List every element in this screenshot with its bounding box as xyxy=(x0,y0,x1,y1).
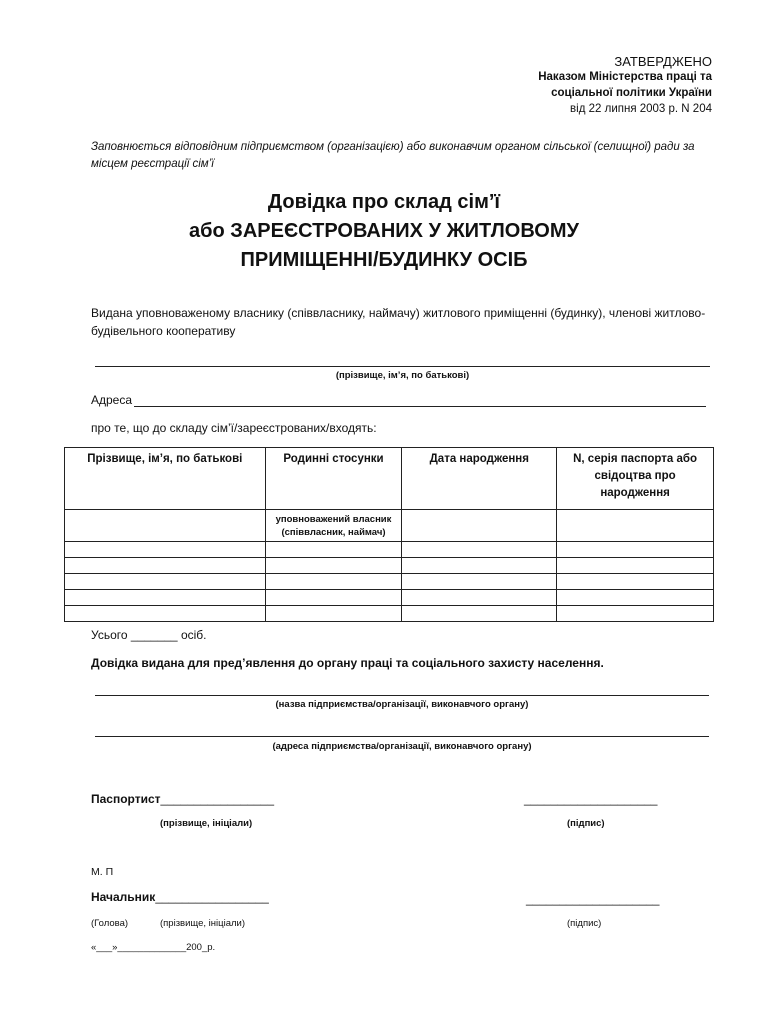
cell-relation[interactable] xyxy=(265,558,402,574)
table-row xyxy=(65,606,714,622)
cell-birthdate[interactable] xyxy=(402,574,557,590)
family-table xyxy=(64,447,714,622)
cell-relation-owner: уповноважений власник (співвласник, наймач) xyxy=(265,510,402,542)
cell-document[interactable] xyxy=(557,510,714,542)
col-header-name: Прізвище, ім’я, по батькові xyxy=(65,448,266,510)
approval-line-1: Наказом Міністерства праці та xyxy=(538,71,712,83)
approval-block xyxy=(538,54,712,117)
cell-name[interactable] xyxy=(65,558,266,574)
name-field[interactable] xyxy=(95,366,710,367)
issued-to-text: Видана уповноваженому власнику (співвласнику, наймачу) житлового приміщенні (будинку), членові житлово-будівельного кооперативу xyxy=(91,306,706,338)
total-line xyxy=(91,628,207,642)
passport-officer-line xyxy=(91,792,274,806)
cell-name[interactable] xyxy=(65,590,266,606)
chief-line xyxy=(91,890,269,904)
cell-relation[interactable] xyxy=(265,542,402,558)
table-row xyxy=(65,542,714,558)
approval-line-2: соціальної політики України xyxy=(551,87,712,99)
passport-officer-name-field[interactable]: _________________ xyxy=(160,792,274,806)
cell-relation[interactable] xyxy=(265,590,402,606)
total-prefix: Усього xyxy=(91,628,128,642)
cell-birthdate[interactable] xyxy=(402,542,557,558)
cell-birthdate[interactable] xyxy=(402,558,557,574)
table-row xyxy=(65,574,714,590)
org-name-caption: (назва підприємства/організації, виконавчого органу) xyxy=(275,699,529,710)
date-field[interactable]: «___»_____________200_р. xyxy=(91,942,216,953)
title-line-2: або ЗАРЕЄСТРОВАНИХ У ЖИТЛОВОМУ xyxy=(189,220,579,242)
col-header-birthdate: Дата народження xyxy=(402,448,557,510)
document-title xyxy=(60,188,708,275)
cell-document[interactable] xyxy=(557,574,714,590)
name-caption: (прізвище, ім’я, по батькові) xyxy=(335,370,470,381)
total-count-field[interactable]: _______ xyxy=(130,628,178,642)
passport-officer-caption: (прізвище, ініціали) xyxy=(160,818,253,829)
org-name-field[interactable] xyxy=(95,695,709,696)
approval-line-3: від 22 липня 2003 р. N 204 xyxy=(570,103,712,115)
cell-document[interactable] xyxy=(557,590,714,606)
address-field[interactable] xyxy=(134,406,706,407)
stamp-mark: М. П xyxy=(91,866,114,878)
col-header-document: N, серія паспорта або свідоцтва про народження xyxy=(557,448,714,510)
cell-name[interactable] xyxy=(65,510,266,542)
cell-document[interactable] xyxy=(557,606,714,622)
chief-signature-field[interactable]: ____________________ xyxy=(526,892,660,906)
cell-document[interactable] xyxy=(557,542,714,558)
cell-document[interactable] xyxy=(557,558,714,574)
cell-name[interactable] xyxy=(65,606,266,622)
table-header-row xyxy=(65,448,714,510)
title-line-3: ПРИМІЩЕННІ/БУДИНКУ ОСІБ xyxy=(240,249,528,271)
cell-birthdate[interactable] xyxy=(402,510,557,542)
cell-relation[interactable] xyxy=(265,574,402,590)
cell-relation[interactable] xyxy=(265,606,402,622)
members-intro: про те, що до складу сім’ї/зареєстрованих/входять: xyxy=(91,421,377,435)
cell-birthdate[interactable] xyxy=(402,590,557,606)
org-address-field[interactable] xyxy=(95,736,709,737)
approval-heading: ЗАТВЕРДЖЕНО xyxy=(614,54,712,69)
col-header-relation: Родинні стосунки xyxy=(265,448,402,510)
chief-caption: (прізвище, ініціали) xyxy=(160,918,245,929)
table-row xyxy=(65,590,714,606)
chief-signature-caption: (підпис) xyxy=(567,918,602,929)
passport-officer-signature-caption: (підпис) xyxy=(567,818,605,829)
passport-officer-label: Паспортист xyxy=(91,792,161,806)
table-row xyxy=(65,510,714,542)
total-suffix: осіб. xyxy=(180,628,207,642)
chief-role-caption: (Голова) xyxy=(91,918,129,929)
fill-note: Заповнюється відповідним підприємством (організацією) або виконавчим органом сільської (селищної) ради за місцем реєстрації сім’ї xyxy=(91,141,695,170)
cell-name[interactable] xyxy=(65,574,266,590)
cell-birthdate[interactable] xyxy=(402,606,557,622)
chief-name-field[interactable]: _________________ xyxy=(155,890,269,904)
passport-officer-signature-field[interactable]: ____________________ xyxy=(524,792,658,806)
address-label: Адреса xyxy=(91,393,133,407)
cell-name[interactable] xyxy=(65,542,266,558)
title-line-1: Довідка про склад сім’ї xyxy=(267,191,501,213)
table-row xyxy=(65,558,714,574)
chief-label: Начальник xyxy=(91,890,156,904)
purpose-text: Довідка видана для пред’явлення до органу праці та соціального захисту населення. xyxy=(91,656,604,670)
org-address-caption: (адреса підприємства/організації, виконавчого органу) xyxy=(272,741,532,752)
